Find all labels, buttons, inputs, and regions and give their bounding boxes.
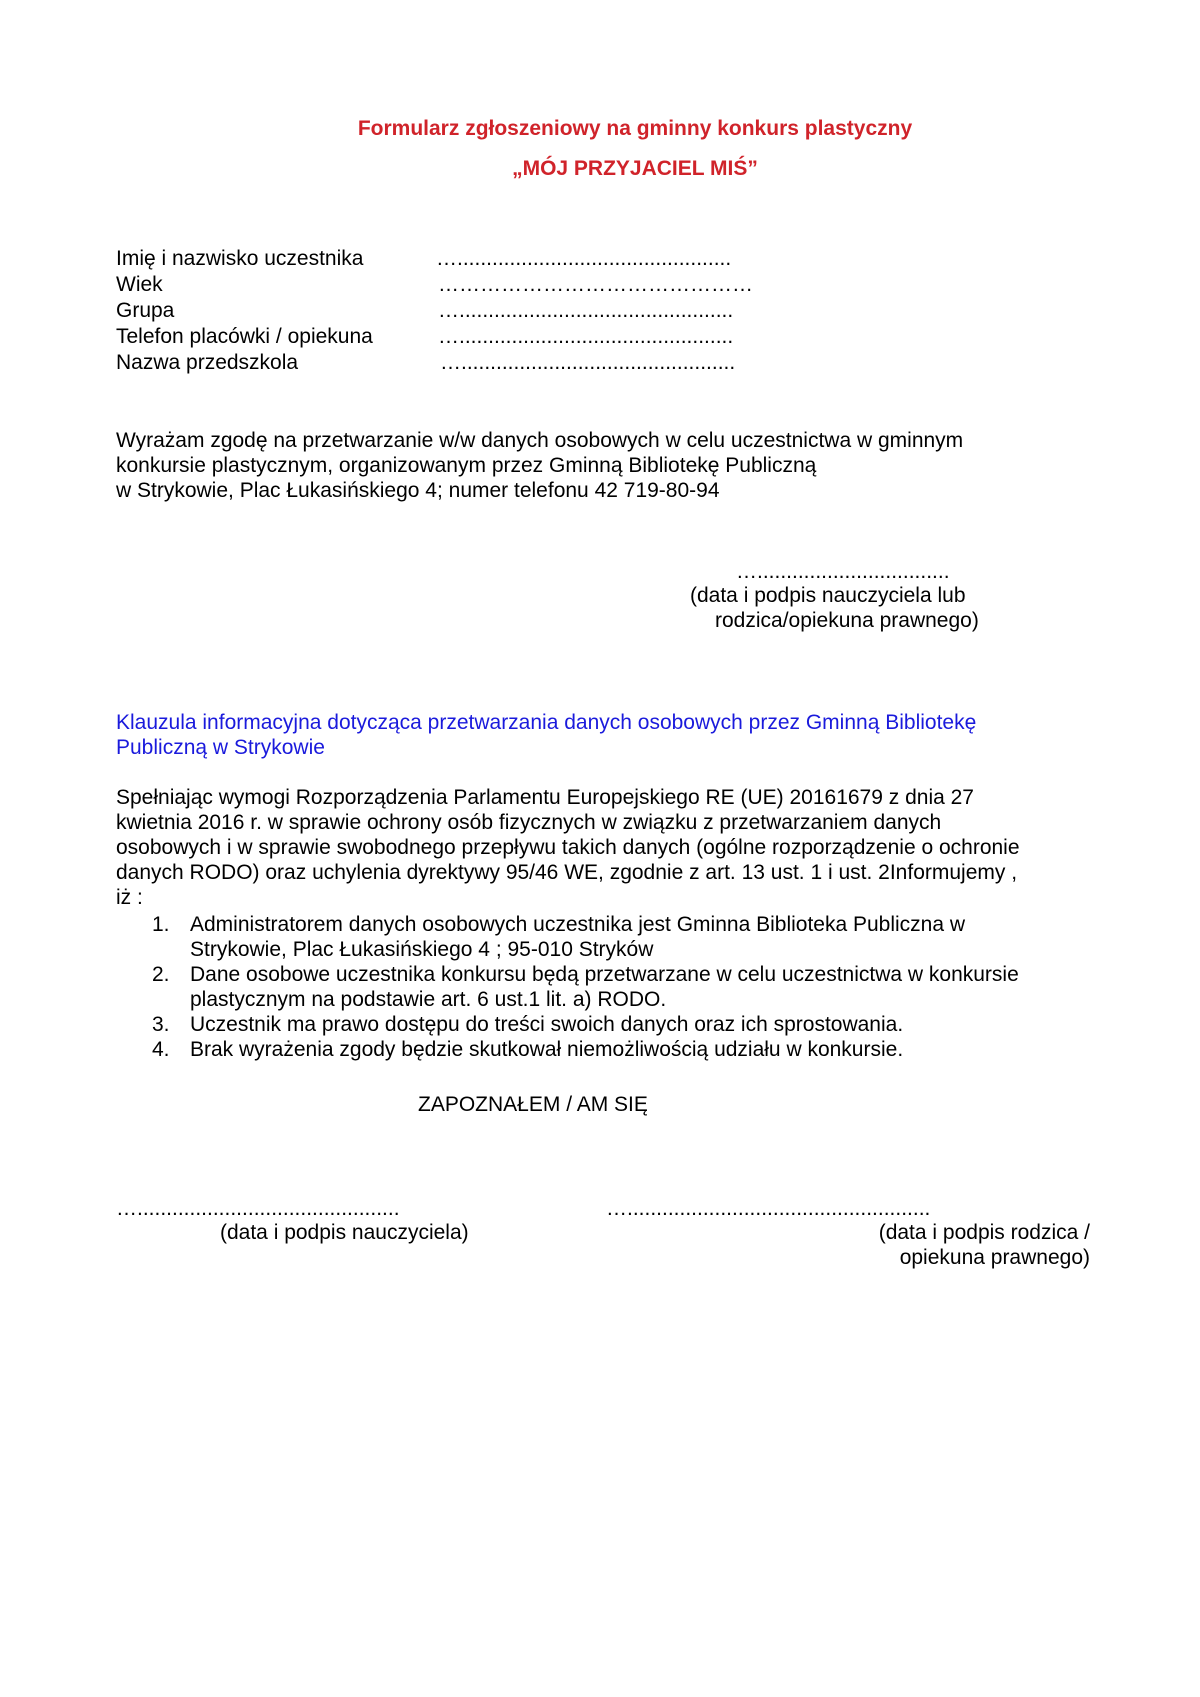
- clause-intro-line: danych RODO) oraz uchylenia dyrektywy 95/46 WE, zgodnie z art. 13 ust. 1 i ust. 2Informujemy ,: [116, 861, 1018, 884]
- list-item: [116, 1012, 1106, 1037]
- list-item-text: plastycznym na podstawie art. 6 ust.1 lit. a) RODO.: [190, 988, 667, 1011]
- consent-line: w Strykowie, Plac Łukasińskiego 4; numer telefonu 42 719-80-94: [116, 479, 720, 502]
- field-label: Grupa: [116, 299, 175, 322]
- consent-signature-caption: (data i podpis nauczyciela lub: [690, 584, 966, 607]
- clause-intro: [116, 785, 1096, 910]
- consent-line: Wyrażam zgodę na przetwarzanie w/w danych osobowych w celu uczestnictwa w gminnym: [116, 429, 964, 452]
- list-item-text: Brak wyrażenia zgody będzie skutkował niemożliwością udziału w konkursie.: [190, 1038, 904, 1061]
- field-label: Telefon placówki / opiekuna: [116, 325, 373, 348]
- list-item-number: 4.: [152, 1038, 170, 1061]
- list-item-number: 2.: [152, 963, 170, 986]
- form-title: Formularz zgłoszeniowy na gminny konkurs plastyczny: [357, 117, 913, 140]
- field-blank: …...............................................: [438, 325, 734, 348]
- contest-name: „MÓJ PRZYJACIEL MIŚ”: [512, 157, 758, 180]
- list-item-text: Uczestnik ma prawo dostępu do treści swoich danych oraz ich sprostowania.: [190, 1013, 904, 1036]
- field-blank: ………………………………………: [438, 273, 753, 296]
- clause-list: [116, 912, 1106, 1062]
- parent-signature-caption: (data i podpis rodzica /: [878, 1221, 1090, 1244]
- field-label: Imię i nazwisko uczestnika: [116, 247, 364, 270]
- clause-intro-line: kwietnia 2016 r. w sprawie ochrony osób fizycznych w związku z przetwarzaniem danych: [116, 811, 942, 834]
- list-item: [116, 912, 1106, 962]
- teacher-signature-blank: ….............................................: [116, 1197, 400, 1220]
- clause-intro-line: Spełniając wymogi Rozporządzenia Parlamentu Europejskiego RE (UE) 20161679 z dnia 27: [116, 786, 974, 809]
- list-item-text: Strykowie, Plac Łukasińskiego 4 ; 95-010 Stryków: [190, 938, 654, 961]
- list-item: [116, 1037, 1106, 1062]
- list-item: [116, 962, 1106, 1012]
- list-item-text: Dane osobowe uczestnika konkursu będą przetwarzane w celu uczestnictwa w konkursie: [190, 963, 1019, 986]
- clause-heading: Publiczną w Strykowie: [116, 736, 325, 759]
- field-blank: …...............................................: [438, 299, 734, 322]
- consent-signature-blank: ….................................: [736, 560, 950, 583]
- field-blank: …...............................................: [440, 351, 736, 374]
- field-blank: …...............................................: [436, 247, 732, 270]
- consent-paragraph: [116, 428, 1096, 503]
- consent-signature-caption: rodzica/opiekuna prawnego): [715, 609, 979, 632]
- parent-signature-blank: …....................................................: [606, 1197, 931, 1220]
- clause-intro-line: osobowych i w sprawie swobodnego przepływu takich danych (ogólne rozporządzenie o ochronie: [116, 836, 1020, 859]
- list-item-number: 3.: [152, 1013, 170, 1036]
- list-item-text: Administratorem danych osobowych uczestnika jest Gminna Biblioteka Publiczna w: [190, 913, 966, 936]
- acknowledgement: ZAPOZNAŁEM / AM SIĘ: [418, 1093, 648, 1116]
- teacher-signature-caption: (data i podpis nauczyciela): [220, 1221, 469, 1244]
- list-item-number: 1.: [152, 913, 170, 936]
- consent-line: konkursie plastycznym, organizowanym przez Gminną Bibliotekę Publiczną: [116, 454, 817, 477]
- parent-signature-caption: opiekuna prawnego): [899, 1246, 1090, 1269]
- field-label: Wiek: [116, 273, 163, 296]
- clause-heading: Klauzula informacyjna dotycząca przetwarzania danych osobowych przez Gminną Bibliotekę: [116, 711, 977, 734]
- field-label: Nazwa przedszkola: [116, 351, 299, 374]
- clause-intro-line: iż :: [116, 886, 143, 909]
